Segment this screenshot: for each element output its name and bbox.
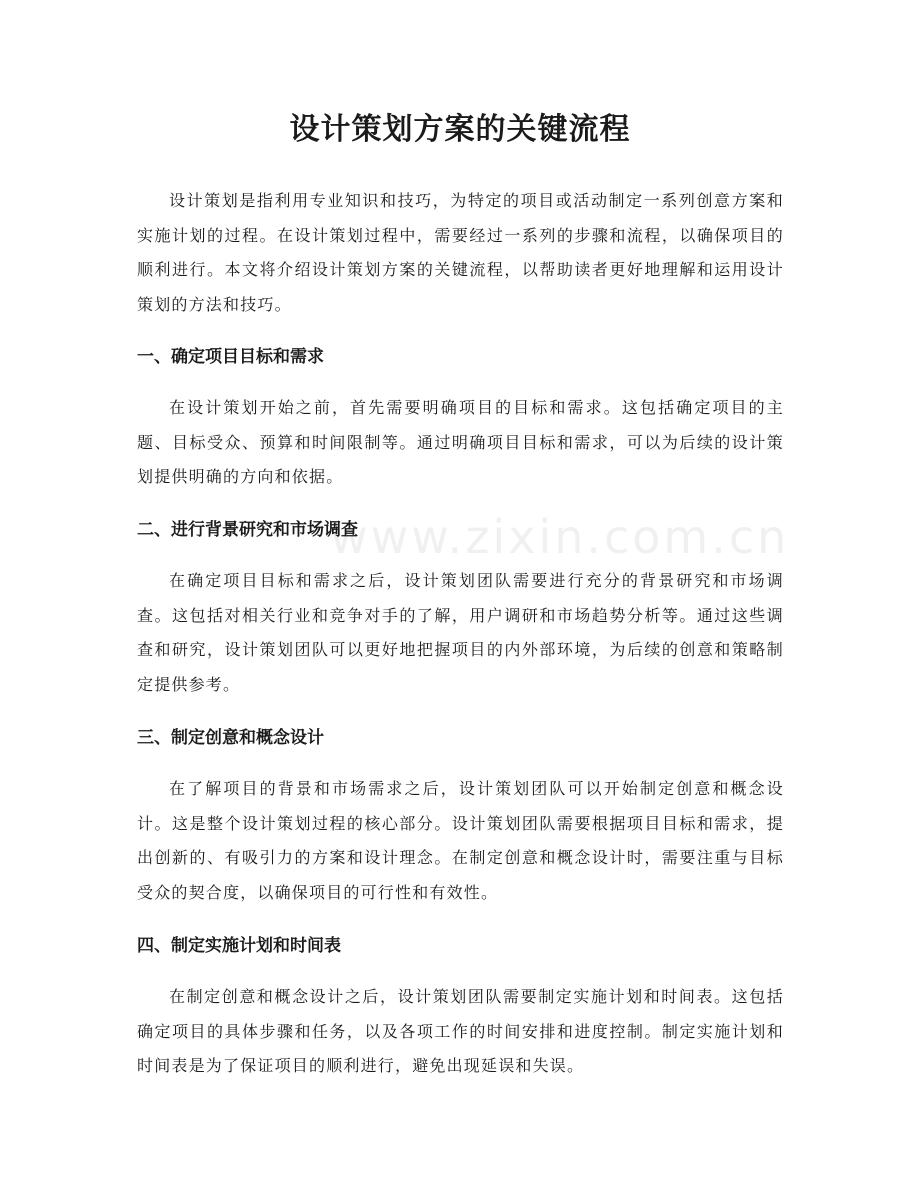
- section-heading-3: 三、制定创意和概念设计: [137, 728, 324, 748]
- page-title: 设计策划方案的关键流程: [289, 112, 631, 147]
- section-body-4: 在制定创意和概念设计之后，设计策划团队需要制定实施计划和时间表。这包括确定项目的具体步骤和任务，以及各项工作的时间安排和进度控制。制定实施计划和时间表是为了保证项目的顺利进行，避免出现延误和失误。: [137, 987, 784, 1075]
- section-body-2: 在确定项目目标和需求之后，设计策划团队需要进行充分的背景研究和市场调查。这包括对相关行业和竞争对手的了解，用户调研和市场趋势分析等。通过这些调查和研究，设计策划团队可以更好地把握项目的内外部环境，为后续的创意和策略制定提供参考。: [137, 571, 784, 694]
- section-heading-1: 一、确定项目目标和需求: [137, 347, 324, 367]
- intro-paragraph: 设计策划是指利用专业知识和技巧，为特定的项目或活动制定一系列创意方案和实施计划的过程。在设计策划过程中，需要经过一系列的步骤和流程，以确保项目的顺利进行。本文将介绍设计策划方案的关键流程，以帮助读者更好地理解和运用设计策划的方法和技巧。: [137, 191, 784, 314]
- section-heading-4: 四、制定实施计划和时间表: [137, 936, 341, 956]
- section-body-3: 在了解项目的背景和市场需求之后，设计策划团队可以开始制定创意和概念设计。这是整个设计策划过程的核心部分。设计策划团队需要根据项目目标和需求，提出创新的、有吸引力的方案和设计理念。在制定创意和概念设计时，需要注重与目标受众的契合度，以确保项目的可行性和有效性。: [137, 779, 784, 902]
- section-body-1: 在设计策划开始之前，首先需要明确项目的目标和需求。这包括确定项目的主题、目标受众、预算和时间限制等。通过明确项目目标和需求，可以为后续的设计策划提供明确的方向和依据。: [137, 398, 784, 486]
- watermark: www.zixin.com.cn: [330, 510, 790, 564]
- section-heading-2: 二、进行背景研究和市场调查: [137, 520, 358, 540]
